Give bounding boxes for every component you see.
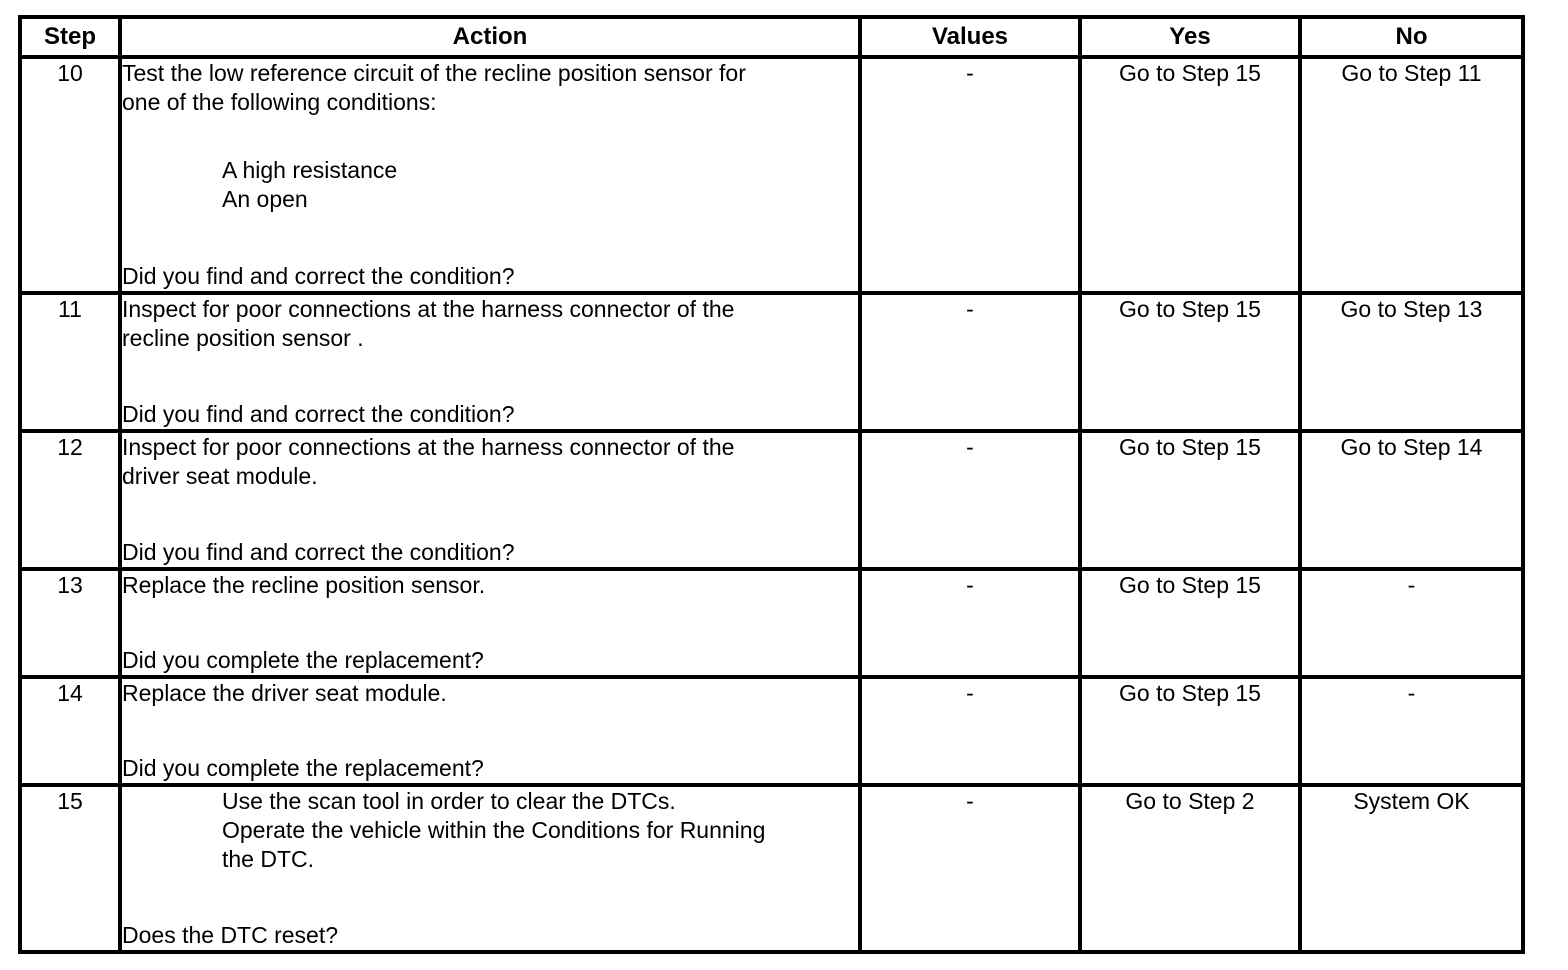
step-number: 13: [20, 569, 120, 677]
header-action: Action: [120, 17, 860, 57]
table-row: [20, 785, 1523, 952]
action-cell: [120, 293, 860, 431]
action-question: Did you find and correct the condition?: [122, 263, 515, 289]
yes-cell: Go to Step 15: [1080, 569, 1300, 677]
no-cell: -: [1300, 569, 1523, 677]
header-row: [20, 17, 1523, 57]
step-number: 15: [20, 785, 120, 952]
procedure-item: Operate the vehicle within the Conditions for Running: [222, 817, 766, 843]
no-cell: Go to Step 14: [1300, 431, 1523, 569]
value-cell: -: [860, 57, 1080, 293]
action-cell: [120, 569, 860, 677]
action-question: Did you complete the replacement?: [122, 755, 484, 781]
action-text: recline position sensor .: [122, 325, 364, 351]
table-row: [20, 293, 1523, 431]
value-cell: -: [860, 293, 1080, 431]
table-row: [20, 431, 1523, 569]
value-cell: -: [860, 785, 1080, 952]
table-row: [20, 57, 1523, 293]
action-text: Inspect for poor connections at the harness connector of the: [122, 296, 735, 322]
yes-cell: Go to Step 15: [1080, 293, 1300, 431]
table-row: [20, 677, 1523, 785]
action-question: Did you find and correct the condition?: [122, 401, 515, 427]
yes-cell: Go to Step 15: [1080, 57, 1300, 293]
action-question: Did you find and correct the condition?: [122, 539, 515, 565]
yes-cell: Go to Step 15: [1080, 677, 1300, 785]
header-values: Values: [860, 17, 1080, 57]
action-text: Replace the driver seat module.: [122, 680, 447, 706]
yes-cell: Go to Step 2: [1080, 785, 1300, 952]
action-text: one of the following conditions:: [122, 89, 437, 115]
header-yes: Yes: [1080, 17, 1300, 57]
no-cell: Go to Step 13: [1300, 293, 1523, 431]
action-cell: [120, 785, 860, 952]
action-question: Does the DTC reset?: [122, 922, 339, 948]
value-cell: -: [860, 569, 1080, 677]
action-cell: [120, 57, 860, 293]
action-cell: [120, 431, 860, 569]
step-number: 12: [20, 431, 120, 569]
table-row: [20, 569, 1523, 677]
diagnostic-table: [18, 15, 1525, 954]
step-number: 14: [20, 677, 120, 785]
action-text: driver seat module.: [122, 463, 318, 489]
procedure-item: the DTC.: [222, 846, 315, 872]
header-step: Step: [20, 17, 120, 57]
step-number: 10: [20, 57, 120, 293]
condition-item: A high resistance: [222, 157, 398, 183]
action-text: Inspect for poor connections at the harness connector of the: [122, 434, 735, 460]
no-cell: -: [1300, 677, 1523, 785]
value-cell: -: [860, 677, 1080, 785]
procedure-item: Use the scan tool in order to clear the DTCs.: [222, 788, 676, 814]
condition-item: An open: [222, 186, 308, 212]
no-cell: Go to Step 11: [1300, 57, 1523, 293]
action-question: Did you complete the replacement?: [122, 647, 484, 673]
no-cell: System OK: [1300, 785, 1523, 952]
value-cell: -: [860, 431, 1080, 569]
action-text: Replace the recline position sensor.: [122, 572, 486, 598]
step-number: 11: [20, 293, 120, 431]
header-no: No: [1300, 17, 1523, 57]
action-text: Test the low reference circuit of the recline position sensor for: [122, 60, 746, 86]
yes-cell: Go to Step 15: [1080, 431, 1300, 569]
action-cell: [120, 677, 860, 785]
